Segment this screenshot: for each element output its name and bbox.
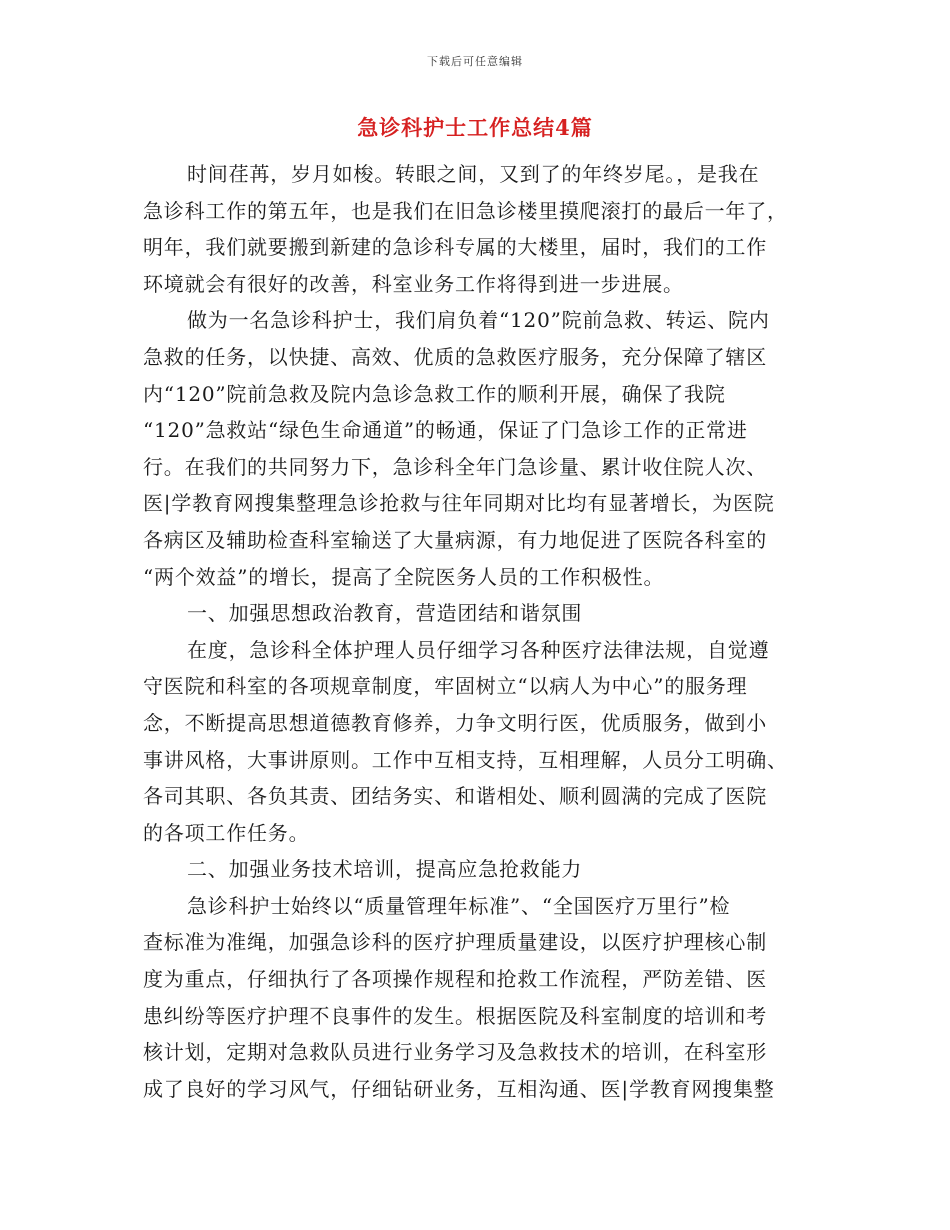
paragraph-line: “120”急救站“绿色生命通道”的畅通，保证了门急诊工作的正常进	[143, 418, 748, 443]
paragraph-line: 急救的任务，以快捷、高效、优质的急救医疗服务，充分保障了辖区	[143, 344, 767, 369]
paragraph-line: 行。在我们的共同努力下，急诊科全年门急诊量、累计收住院人次、	[143, 454, 767, 479]
paragraph-line: 各病区及辅助检查科室输送了大量病源，有力地促进了医院各科室的	[143, 527, 767, 552]
paragraph-line: 查标准为准绳，加强急诊科的医疗护理质量建设，以医疗护理核心制	[143, 930, 767, 955]
paragraph-line: 医|学教育网搜集整理急诊抢救与往年同期对比均有显著增长，为医院	[143, 491, 775, 516]
document-title: 急诊科护士工作总结4篇	[357, 115, 593, 140]
paragraph-line: 明年，我们就要搬到新建的急诊科专属的大楼里，届时，我们的工作	[143, 235, 767, 260]
paragraph-line: 守医院和科室的各项规章制度，牢固树立“以病人为中心”的服务理	[143, 674, 748, 699]
paragraph-line: 患纠纷等医疗护理不良事件的发生。根据医院及科室制度的培训和考	[143, 1003, 767, 1028]
paragraph-line: 核计划，定期对急救队员进行业务学习及急救技术的培训，在科室形	[143, 1040, 767, 1065]
paragraph-line: 事讲风格，大事讲原则。工作中互相支持，互相理解，人员分工明确、	[143, 747, 788, 772]
paragraph-line: 时间荏苒，岁月如梭。转眼之间，又到了的年终岁尾。，是我在	[187, 162, 760, 186]
paragraph-line: 急诊科工作的第五年，也是我们在旧急诊楼里摸爬滚打的最后一年了，	[143, 198, 788, 223]
paragraph-line: 念，不断提高思想道德教育修养，力争文明行医，优质服务，做到小	[143, 710, 767, 735]
paragraph-line: 内“120”院前急救及院内急诊急救工作的顺利开展，确保了我院	[143, 381, 726, 406]
section-heading: 一、加强思想政治教育，营造团结和谐氛围	[187, 601, 583, 626]
paragraph-line: 的各项工作任务。	[143, 820, 310, 845]
paragraph-line: 成了良好的学习风气，仔细钻研业务，互相沟通、医|学教育网搜集整	[143, 1076, 775, 1101]
paragraph-line: 各司其职、各负其责、团结务实、和谐相处、顺利圆满的完成了医院	[143, 784, 767, 809]
paragraph-line: 做为一名急诊科护士，我们肩负着“120”院前急救、转运、院内	[187, 308, 770, 333]
section-heading: 二、加强业务技术培训，提高应急抢救能力	[187, 857, 583, 882]
paragraph-line: 度为重点，仔细执行了各项操作规程和抢救工作流程，严防差错、医	[143, 967, 767, 992]
document-body	[143, 156, 808, 1107]
paragraph-line: 环境就会有很好的改善，科室业务工作将得到进一步进展。	[143, 271, 684, 296]
paragraph-line: 急诊科护士始终以“质量管理年标准”、“全国医疗万里行”检	[187, 893, 731, 918]
download-note: 下载后可任意编辑	[427, 55, 523, 68]
paragraph-line: 在度，急诊科全体护理人员仔细学习各种医疗法律法规，自觉遵	[187, 637, 770, 662]
paragraph-line: “两个效益”的增长，提高了全院医务人员的工作积极性。	[143, 564, 665, 589]
